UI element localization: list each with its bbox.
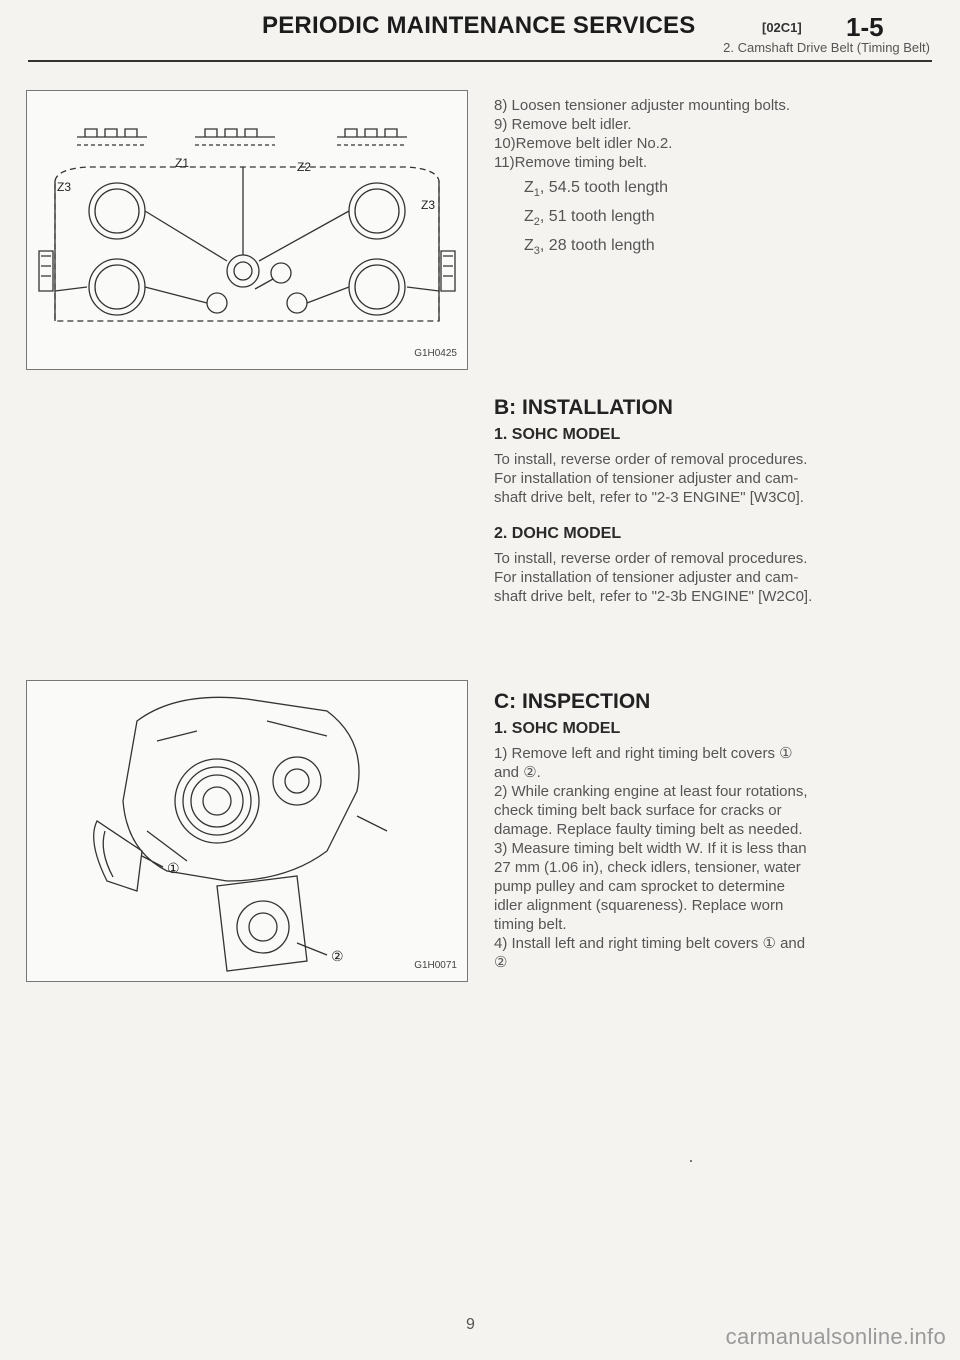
body-line: check timing belt back surface for cracks or: [494, 802, 782, 819]
subsection-heading: 2. DOHC MODEL: [494, 525, 622, 542]
body-line: timing belt.: [494, 916, 567, 933]
subsection-heading: 1. SOHC MODEL: [494, 720, 621, 737]
scan-speck: [690, 1160, 692, 1162]
body-line: ②: [494, 954, 508, 971]
timing-belt-drawing: [27, 91, 467, 369]
page-header-title: PERIODIC MAINTENANCE SERVICES: [262, 12, 696, 39]
page-reference: 1-5: [846, 12, 884, 42]
step-line: 9) Remove belt idler.: [494, 116, 632, 133]
inspection-section: [494, 690, 934, 972]
installation-section: [494, 396, 934, 606]
body-line: For installation of tensioner adjuster and cam-: [494, 470, 799, 487]
figure-code: G1H0425: [414, 348, 457, 359]
section-heading: B: INSTALLATION: [494, 396, 673, 419]
subsection-heading: 1. SOHC MODEL: [494, 426, 621, 443]
body-line: pump pulley and cam sprocket to determine: [494, 878, 785, 895]
label-z3-left: Z3: [57, 180, 72, 194]
section-code: [02C1]: [762, 20, 802, 35]
label-z2: Z2: [297, 160, 312, 174]
section-heading: C: INSPECTION: [494, 690, 651, 713]
timing-belt-diagram: [26, 90, 468, 370]
header-rule: [28, 60, 932, 62]
body-line: idler alignment (squareness). Replace worn: [494, 897, 784, 914]
removal-steps: [494, 96, 934, 172]
body-line: To install, reverse order of removal procedures.: [494, 550, 808, 567]
belt-cover-drawing: [27, 681, 467, 981]
callout-1: ①: [167, 860, 180, 876]
tooth-length-item: $Z_3$, 28 tooth length: [524, 237, 655, 258]
body-line: To install, reverse order of removal procedures.: [494, 451, 808, 468]
step-line: 11)Remove timing belt.: [494, 154, 648, 171]
body-line: 2) While cranking engine at least four rotations,: [494, 783, 808, 800]
figure-code: G1H0071: [414, 960, 457, 971]
timing-belt-cover-illustration: [26, 680, 468, 982]
body-line: shaft drive belt, refer to "2-3b ENGINE" [W2C0].: [494, 588, 813, 605]
tooth-length-list: [494, 176, 934, 264]
body-line: 1) Remove left and right timing belt covers ①: [494, 745, 793, 762]
label-z3-right: Z3: [421, 198, 436, 212]
page-number: 9: [466, 1316, 475, 1333]
body-line: 3) Measure timing belt width W. If it is less than: [494, 840, 807, 857]
body-line: damage. Replace faulty timing belt as needed.: [494, 821, 803, 838]
watermark: carmanualsonline.info: [725, 1324, 946, 1349]
body-line: 4) Install left and right timing belt covers ① and: [494, 935, 806, 952]
tooth-length-item: $Z_2$, 51 tooth length: [524, 208, 655, 229]
page-header-subtitle: 2. Camshaft Drive Belt (Timing Belt): [723, 40, 930, 55]
label-z1: Z1: [175, 156, 190, 170]
body-line: shaft drive belt, refer to "2-3 ENGINE" [W3C0].: [494, 489, 804, 506]
tooth-length-item: $Z_1$, 54.5 tooth length: [524, 179, 669, 200]
callout-2: ②: [331, 948, 344, 964]
body-line: and ②.: [494, 764, 541, 781]
body-line: For installation of tensioner adjuster and cam-: [494, 569, 799, 586]
step-line: 10)Remove belt idler No.2.: [494, 135, 673, 152]
step-line: 8) Loosen tensioner adjuster mounting bolts.: [494, 97, 791, 114]
body-line: 27 mm (1.06 in), check idlers, tensioner, water: [494, 859, 801, 876]
